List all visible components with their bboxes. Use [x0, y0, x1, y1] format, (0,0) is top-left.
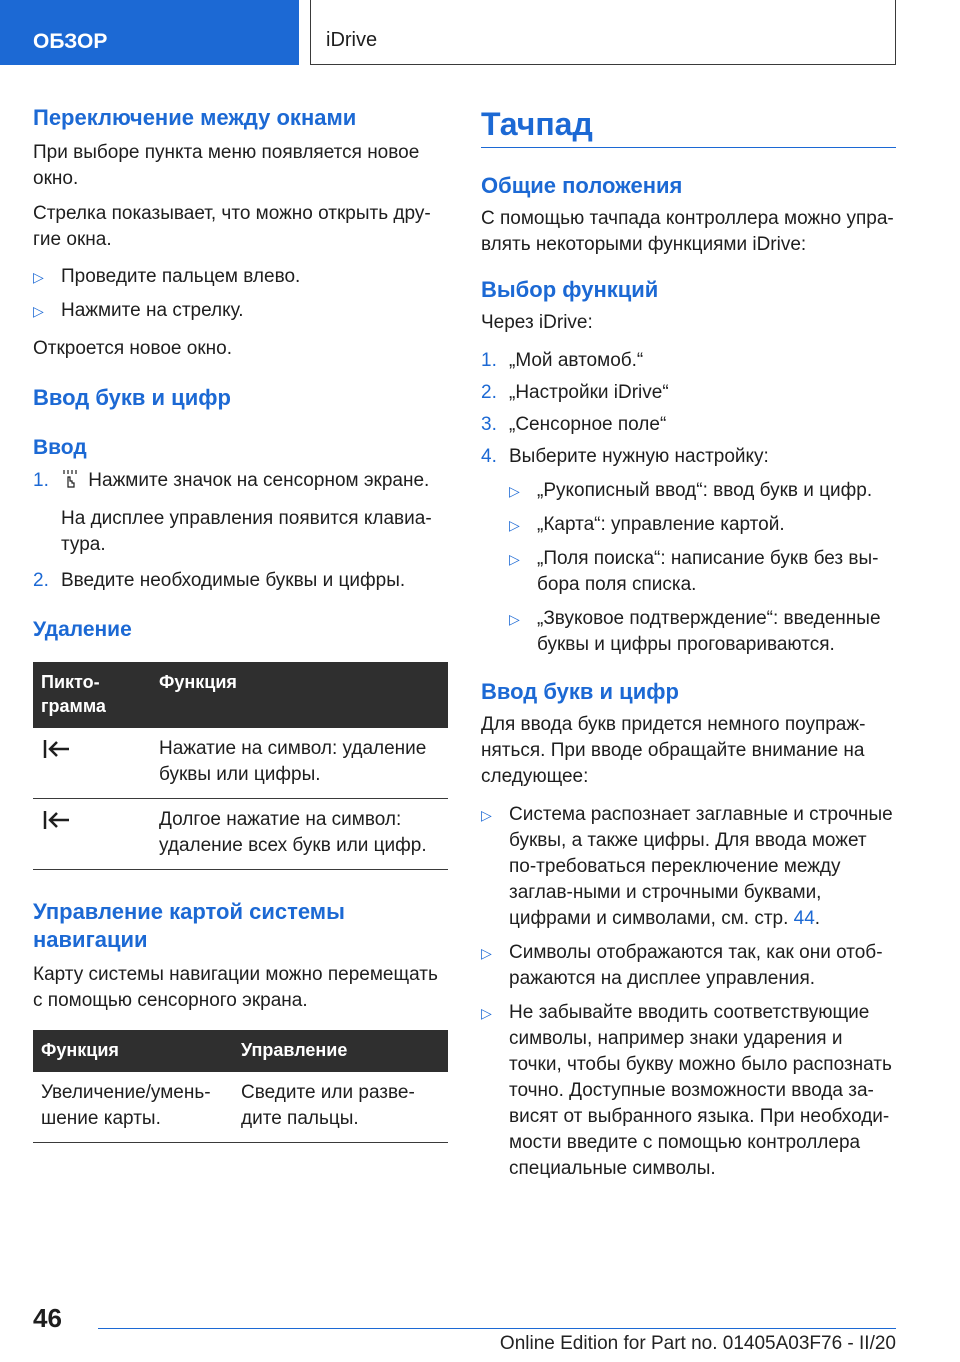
- list-item: [481, 940, 896, 992]
- triangle-bullet-icon: ▷: [33, 269, 44, 285]
- step-text: „Мой автомоб.“: [509, 350, 644, 371]
- list-item: [509, 606, 896, 658]
- list-item-text: Не забывайте вводить соответствующие символы, например знаки ударения и точки, чтобы букву можно было распознать точно. Доступные возможности ввода за-висят от выбранного языка. При необходи-мости введите с помощью контроллера специальные символы.: [509, 1002, 892, 1179]
- heading-touchpad: Тачпад: [481, 104, 896, 148]
- heading-input: Ввод букв и цифр: [481, 679, 679, 704]
- list-item: [481, 1000, 896, 1182]
- list-item-text-end: .: [814, 908, 821, 929]
- list-item-text: „Звуковое подтверждение“: введенные буквы и цифры проговариваются.: [537, 608, 881, 655]
- heading-map-control: Управление картой системы навигации: [33, 899, 345, 952]
- step-number: 4.: [481, 446, 497, 467]
- step-text: Нажмите значок на сенсорном экране.: [88, 470, 430, 491]
- page-number: 46: [33, 1303, 62, 1333]
- table-cell: Увеличение/умень-шение карты.: [33, 1072, 233, 1143]
- triangle-bullet-icon: ▷: [509, 551, 520, 567]
- numbered-step: [481, 380, 896, 406]
- step-number: 3.: [481, 414, 497, 435]
- table-header: Управление: [233, 1030, 448, 1072]
- right-column: [481, 104, 896, 1190]
- numbered-step: [481, 444, 896, 470]
- heading-general: Общие положения: [481, 173, 683, 198]
- list-item-text: Нажмите на стрелку.: [61, 300, 244, 321]
- backspace-arrow-icon: [41, 736, 71, 762]
- delete-table: [33, 662, 448, 870]
- step-number: 1.: [33, 470, 49, 491]
- heading-select-functions: Выбор функций: [481, 277, 659, 302]
- backspace-arrow-icon: [41, 807, 71, 833]
- section-tab: ОБЗОР: [0, 0, 299, 65]
- paragraph: Через iDrive:: [481, 312, 593, 333]
- list-item: [509, 546, 896, 598]
- list-item-text: Символы отображаются так, как они отоб-ражаются на дисплее управления.: [509, 942, 883, 989]
- numbered-step: [33, 568, 448, 594]
- subheading-vvod: Ввод: [33, 436, 87, 459]
- step-subtext: На дисплее управления появится клавиа-тура.: [61, 508, 432, 555]
- map-table: [33, 1030, 448, 1143]
- step-number: 2.: [481, 382, 497, 403]
- triangle-bullet-icon: ▷: [509, 483, 520, 499]
- list-item-text: „Поля поиска“: написание букв без вы-бора поля списка.: [537, 548, 879, 595]
- footer-divider: [98, 1328, 896, 1329]
- triangle-bullet-icon: ▷: [509, 611, 520, 627]
- triangle-bullet-icon: ▷: [481, 1005, 492, 1021]
- paragraph: Для ввода букв придется немного поупраж-няться. При вводе обращайте внимание на следующее:: [481, 714, 866, 787]
- step-text: „Настройки iDrive“: [509, 382, 669, 403]
- triangle-bullet-icon: ▷: [481, 945, 492, 961]
- page-reference-link[interactable]: 44: [793, 908, 815, 929]
- triangle-bullet-icon: ▷: [33, 303, 44, 319]
- list-item: [509, 478, 896, 504]
- list-item: [481, 802, 896, 932]
- step-text: Выберите нужную настройку:: [509, 446, 769, 467]
- list-item: [33, 264, 448, 290]
- step-text: „Сенсорное поле“: [509, 414, 667, 435]
- list-item: [509, 512, 896, 538]
- footer-edition: Online Edition for Part no. 01405A03F76 - II/20: [499, 1333, 896, 1354]
- table-header: Функция: [151, 662, 448, 728]
- paragraph: Стрелка показывает, что можно открыть дру-гие окна.: [33, 203, 431, 250]
- left-column: [33, 104, 448, 1143]
- table-header: Пикто-грамма: [33, 662, 151, 728]
- table-header: Функция: [33, 1030, 233, 1072]
- step-number: 2.: [33, 570, 49, 591]
- table-row: [33, 799, 448, 870]
- triangle-bullet-icon: ▷: [509, 517, 520, 533]
- table-cell: Сведите или разве-дите пальцы.: [233, 1072, 448, 1143]
- table-row: [33, 728, 448, 799]
- table-cell: Долгое нажатие на символ: удаление всех букв или цифр.: [151, 799, 448, 870]
- list-item: [33, 298, 448, 324]
- list-item-text: Система распознает заглавные и строчные буквы, а также цифры. Для ввода может по-требоваться переключение между заглав-ными и строчными буквами, цифрами и символами, см. стр.: [509, 804, 893, 929]
- list-item-text: Проведите пальцем влево.: [61, 266, 301, 287]
- table-cell: Нажатие на символ: удаление буквы или цифры.: [151, 728, 448, 799]
- subheading-delete: Удаление: [33, 618, 132, 641]
- list-item-text: „Карта“: управление картой.: [537, 514, 785, 535]
- numbered-step: [481, 412, 896, 438]
- paragraph: При выборе пункта меню появляется новое окно.: [33, 142, 420, 189]
- numbered-step: [33, 468, 448, 558]
- step-text: Введите необходимые буквы и цифры.: [61, 570, 406, 591]
- heading-input: Ввод букв и цифр: [33, 385, 231, 410]
- paragraph: Карту системы навигации можно перемещать с помощью сенсорного экрана.: [33, 964, 438, 1011]
- touch-keyboard-icon: [61, 468, 83, 498]
- list-item-text: „Рукописный ввод“: ввод букв и цифр.: [537, 480, 873, 501]
- chapter-title: iDrive: [310, 0, 896, 65]
- table-row: [33, 1072, 448, 1143]
- heading-switch-windows: Переключение между окнами: [33, 105, 357, 130]
- numbered-step: [481, 348, 896, 374]
- paragraph: Откроется новое окно.: [33, 338, 232, 359]
- triangle-bullet-icon: ▷: [481, 807, 492, 823]
- paragraph: С помощью тачпада контроллера можно упра-влять некоторыми функциями iDrive:: [481, 208, 894, 255]
- step-number: 1.: [481, 350, 497, 371]
